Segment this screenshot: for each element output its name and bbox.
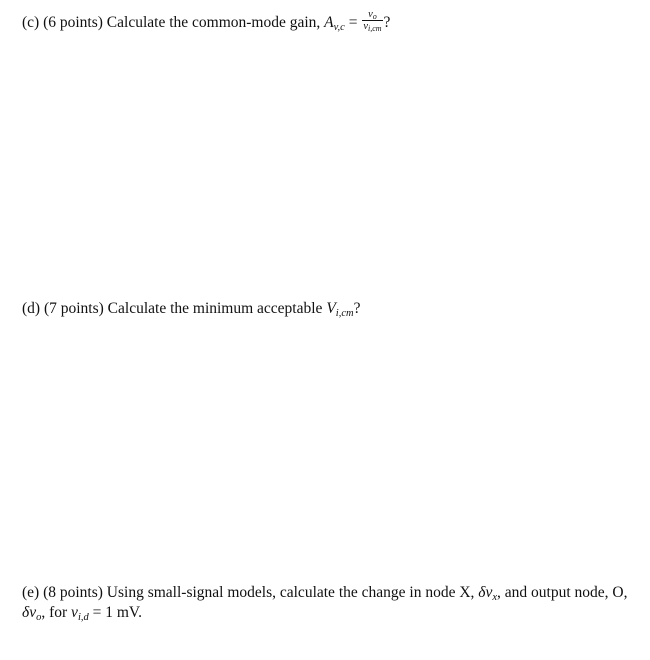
question-c-label: (c) bbox=[22, 14, 40, 32]
input-cm-voltage-symbol: V bbox=[326, 300, 336, 317]
question-d-text: Calculate the minimum acceptable bbox=[107, 300, 323, 317]
fraction-numerator: vo bbox=[362, 9, 382, 21]
question-d-end: ? bbox=[353, 300, 361, 317]
equals-sign-e: = bbox=[92, 604, 102, 621]
question-e-label: (e) bbox=[22, 584, 40, 601]
question-c-points: (6 points) bbox=[43, 14, 103, 32]
common-mode-gain-subscript: v,c bbox=[333, 22, 345, 34]
question-d-label: (d) bbox=[22, 300, 41, 317]
equals-sign: = bbox=[348, 14, 358, 32]
common-mode-gain-symbol: A bbox=[324, 14, 334, 32]
question-c-text: Calculate the common-mode gain, bbox=[106, 14, 321, 32]
question-e-end: . bbox=[138, 604, 142, 621]
vid-subscript: i,d bbox=[77, 612, 89, 623]
question-c bbox=[22, 9, 391, 35]
vid-symbol: v bbox=[71, 604, 78, 621]
question-e-text-3: , for bbox=[41, 604, 68, 621]
question-d bbox=[22, 299, 360, 319]
question-e-text-1: Using small-signal models, calculate the change in node X, bbox=[106, 584, 475, 601]
delta-vo-symbol: δv bbox=[22, 604, 37, 621]
question-e bbox=[22, 583, 637, 623]
question-e-text-2: , and output node, O, bbox=[497, 584, 628, 601]
question-e-points: (8 points) bbox=[43, 584, 103, 601]
question-c-end: ? bbox=[383, 14, 391, 32]
question-d-points: (7 points) bbox=[43, 300, 104, 317]
differential-input-value: 1 mV bbox=[105, 604, 139, 621]
fraction-denominator: vi,cm bbox=[363, 21, 382, 33]
delta-vx-subscript: x bbox=[492, 592, 498, 603]
input-cm-voltage-subscript: i,cm bbox=[335, 308, 354, 319]
delta-vo-subscript: o bbox=[36, 612, 42, 623]
gain-fraction bbox=[362, 9, 382, 32]
delta-vx-symbol: δv bbox=[478, 584, 493, 601]
